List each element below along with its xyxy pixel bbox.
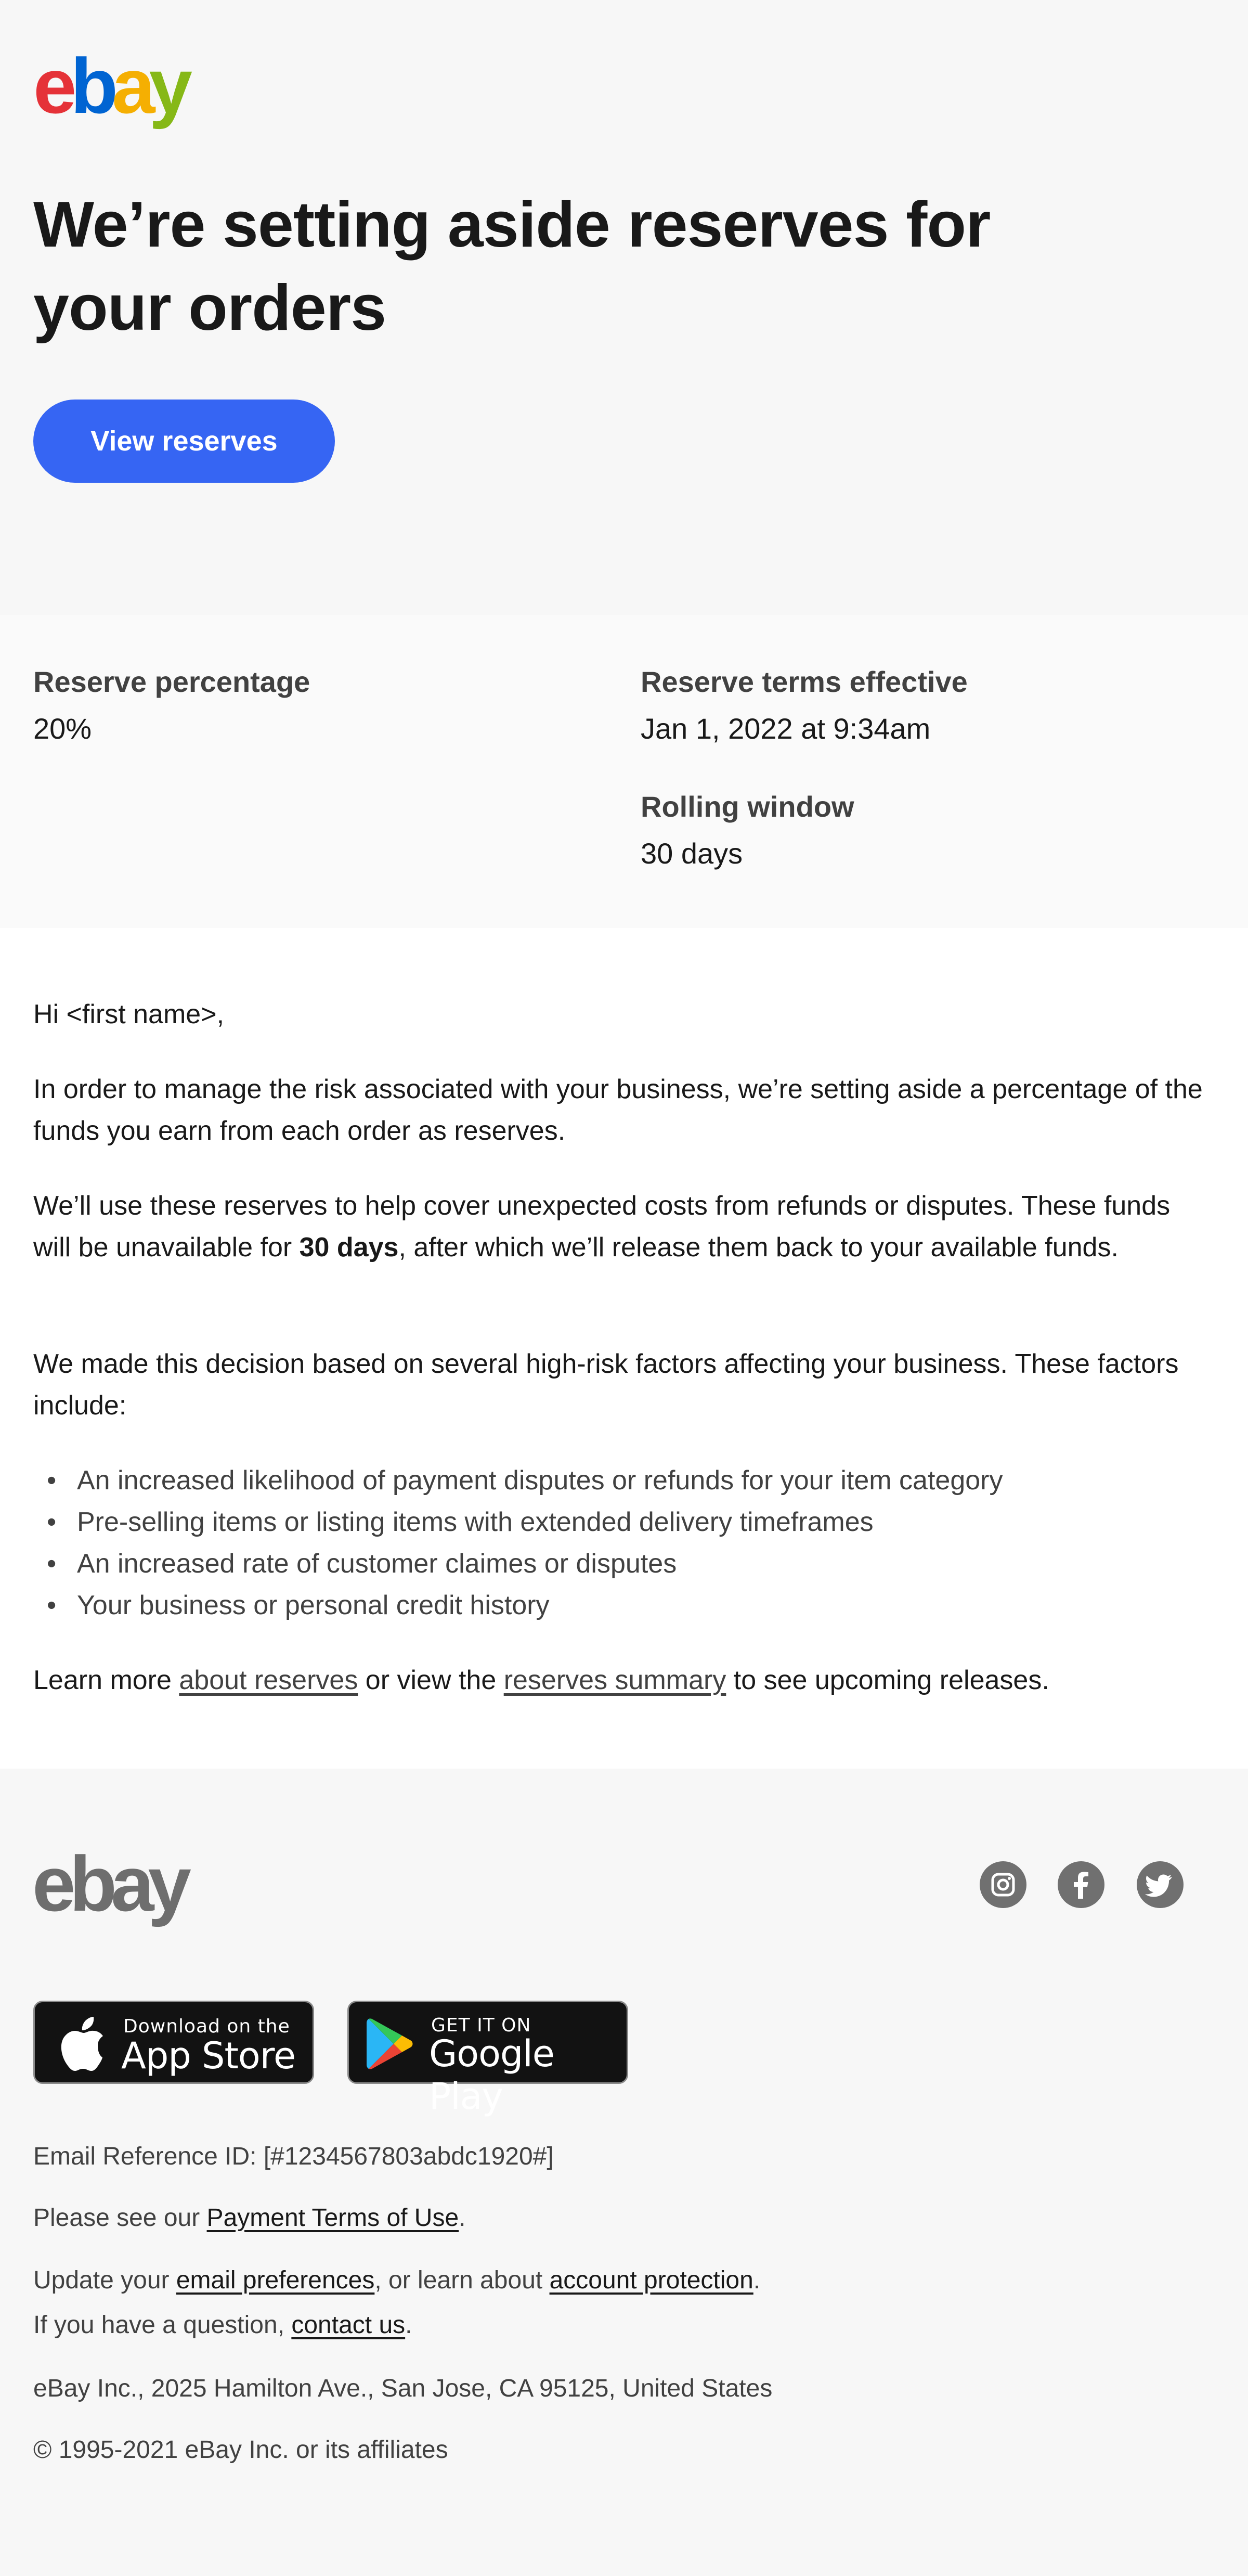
app-store-small-label: Download on the (123, 2016, 290, 2037)
google-play-big-label: Google Play (429, 2032, 554, 2118)
headline (33, 183, 1125, 350)
facebook-icon[interactable] (1058, 1861, 1104, 1908)
headline-line-2: your orders (33, 272, 386, 344)
app-store-big-label: App Store (121, 2034, 296, 2077)
reserve-percentage-label: Reserve percentage (33, 665, 310, 698)
update-middle: , or learn about (374, 2266, 550, 2294)
account-protection-link[interactable]: account protection (549, 2266, 753, 2294)
logo-letter-b: b (70, 42, 112, 130)
payment-terms-link[interactable]: Payment Terms of Use (206, 2204, 459, 2232)
terms-effective-label: Reserve terms effective (641, 665, 968, 698)
payment-terms-prefix: Please see our (33, 2204, 207, 2232)
learn-more-prefix: Learn more (33, 1665, 179, 1695)
logo-letter-y: y (149, 42, 186, 130)
about-reserves-link[interactable]: about reserves (179, 1665, 358, 1695)
company-address: eBay Inc., 2025 Hamilton Ave., San Jose, CA 95125, United States (33, 2375, 773, 2402)
question-prefix: If you have a question, (33, 2311, 292, 2339)
list-item: • Pre-selling items or listing items with extended delivery timeframes (33, 1501, 1214, 1543)
copyright: © 1995-2021 eBay Inc. or its affiliates (33, 2436, 448, 2464)
footer-ebay-logo[interactable]: ebay (32, 1840, 185, 1927)
list-item: • An increased likelihood of payment disputes or refunds for your item category (33, 1460, 1214, 1501)
twitter-icon[interactable] (1137, 1861, 1184, 1908)
list-item: • Your business or personal credit history (33, 1585, 1214, 1626)
logo-letter-a: a (112, 42, 149, 130)
reserves-summary-link[interactable]: reserves summary (503, 1665, 726, 1695)
google-play-badge[interactable] (347, 2001, 628, 2118)
reserve-percentage-value: 20% (33, 712, 92, 745)
logo-letter-e: e (33, 42, 71, 130)
email-preferences-link[interactable]: email preferences (176, 2266, 375, 2294)
email-reference-id: Email Reference ID: [#1234567803abdc1920#] (33, 2143, 554, 2170)
instagram-icon[interactable] (980, 1861, 1026, 1908)
google-play-icon (365, 2017, 417, 2071)
para2-text-start: We’ll use these reserves to help cover unexpected costs from refunds or disputes. These funds will be unavailable for (33, 1191, 1171, 1263)
app-store-badge[interactable] (33, 2001, 314, 2084)
payment-terms-line (33, 2203, 1214, 2234)
contact-us-link[interactable]: contact us (291, 2311, 406, 2339)
risk-factor-list (33, 1460, 1214, 1626)
google-play-small-label: GET IT ON (431, 2015, 531, 2036)
payment-terms-suffix: . (459, 2204, 466, 2232)
update-prefix: Update your (33, 2266, 176, 2294)
paragraph-reserves-intro: In order to manage the risk associated with your business, we’re setting aside a percentage of the funds you earn from each order as reserves. (33, 1074, 1203, 1146)
list-item: • An increased rate of customer claimes or disputes (33, 1543, 1214, 1585)
learn-more-suffix: to see upcoming releases. (726, 1665, 1049, 1695)
rolling-days-bold: 30 days (299, 1232, 399, 1263)
view-reserves-button[interactable]: View reserves (33, 400, 335, 483)
reserve-details-panel (0, 615, 1248, 928)
greeting: Hi <first name>, (33, 999, 225, 1029)
paragraph-reserves-usage (33, 1185, 1214, 1268)
terms-effective-value: Jan 1, 2022 at 9:34am (641, 712, 931, 745)
rolling-window-value: 30 days (641, 837, 743, 870)
contact-line (33, 2310, 1214, 2341)
learn-more-middle: or view the (358, 1665, 504, 1695)
question-suffix: . (405, 2311, 412, 2339)
rolling-window-label: Rolling window (641, 790, 854, 823)
paragraph-risk-factors: We made this decision based on several high-risk factors affecting your business. These factors include: (33, 1349, 1179, 1421)
update-suffix: . (753, 2266, 761, 2294)
apple-icon (60, 2017, 107, 2071)
ebay-logo[interactable] (33, 42, 186, 130)
headline-line-1: We’re setting aside reserves for (33, 189, 991, 261)
learn-more-line (33, 1659, 1214, 1701)
para2-text-end: , after which we’ll release them back to your available funds. (398, 1232, 1119, 1263)
email-preferences-line (33, 2265, 1214, 2296)
